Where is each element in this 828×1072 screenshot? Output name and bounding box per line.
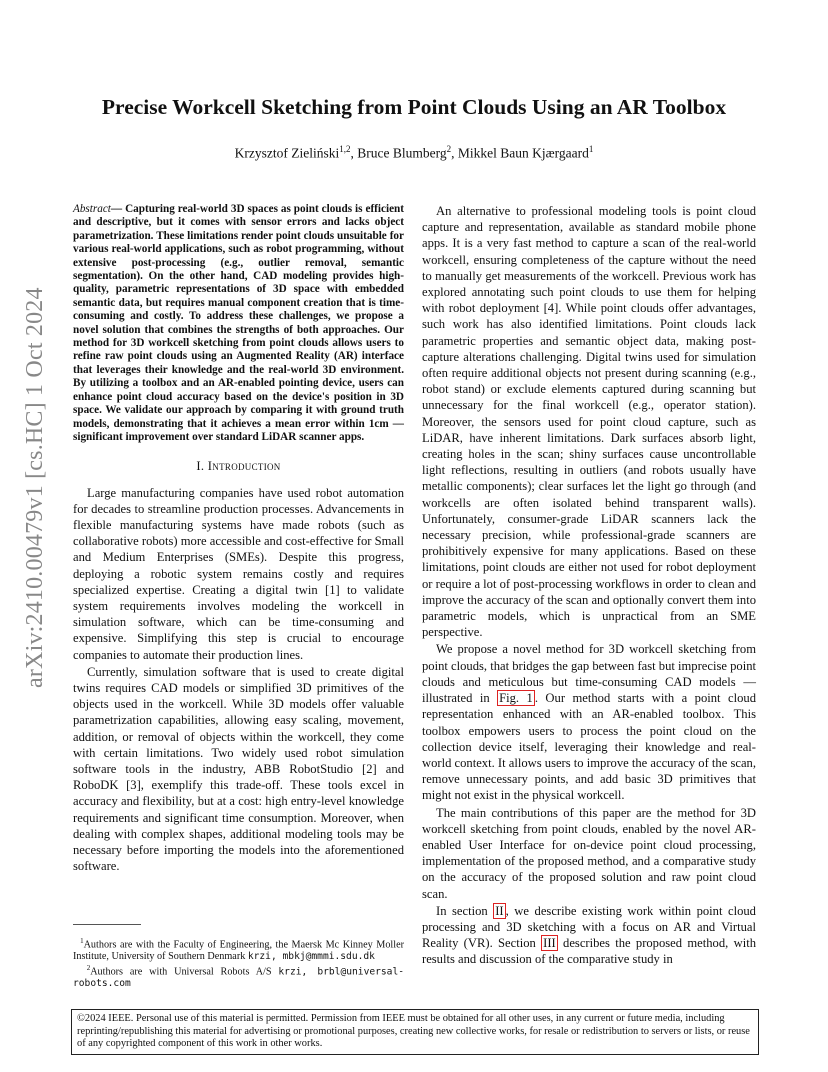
intro-paragraph-1: Large manufacturing companies have used robot automation for decades to streamline production processes. Advancements in flexible manufacturing systems have made robots (such as collaborative robots) more accessible and cost-effective for Small and Medium Enterprises (SMEs). Despite this progress, deploying a robotic system remains costly and requires specialized expertise. Creating a digital twin [1] to validate system requirements involves modeling the workcell in simulation software, which can be time-consuming and expensive. Simplifying this step is crucial to encourage companies to automate their production lines.	[73, 485, 404, 662]
abstract-label: Abstract	[73, 203, 111, 215]
para6-text-c: describes the proposed method, with results and discussion of the comparative study in	[422, 936, 757, 967]
section-3-link[interactable]: III	[543, 936, 556, 951]
author-3-affiliation: 1	[588, 144, 594, 154]
para6-text-b: , we describe existing work within point cloud processing and 3D sketching with a focus on AR and Virtual Reality (VR). Section	[422, 903, 756, 951]
paper-title: Precise Workcell Sketching from Point Clouds Using an AR Toolbox	[101, 95, 727, 119]
intro-paragraph-6	[422, 903, 756, 968]
footnote-1-email[interactable]: krzi, mbkj@mmmi.sdu.dk	[247, 950, 375, 962]
author-2: , Bruce Blumberg	[350, 145, 447, 161]
section-title: Introduction	[207, 459, 281, 474]
section-heading-introduction	[73, 458, 404, 474]
right-column	[422, 203, 756, 969]
author-list	[40, 144, 788, 162]
intro-paragraph-3: An alternative to professional modeling tools is point cloud capture and representation, available as standard mobile phone apps. It is a very fast method to capture a scan of the real-world workcell, ensuring completeness of the capture without the need to manually get measurements of the workcell. Previous work has explored annotating such point clouds to use them for helping with robot deployment [4]. While point clouds offer advantages, such work has also identified limitations. Point clouds lack parametric properties and semantic object data, making post-capture alterations challenging. Digital twins used for simulation often require additional objects not present during scanning (e.g., robot stand) or exclude elements captured during scanning but unnecessary for the final workcell (e.g., operator station). Moreover, the sensors used for point cloud capture, such as LiDAR, have inherent limitations. Dark surfaces absorb light, creating holes in the scan; shiny surfaces cause uncontrollable light reflections, resulting in outliers (and robots usually have metallic components); clear surfaces let the light go through (and workcells are often isolated behind transparent walls). Unfortunately, consumer-grade LiDAR scanners lack the necessary precision, while professional-grade scanners are prohibitively expensive for many applications. Based on these limitations, point clouds are either not used for robot deployment or require a lot of post-processing workflows in order to clean and improve the accuracy of the scan and optionally convert them into parametric models, which is unpractical from an SME perspective.	[422, 204, 756, 640]
footnote-2	[73, 963, 404, 990]
author-1: Krzysztof Zieliński	[234, 145, 340, 161]
para4-text-b: . Our method starts with a point cloud representation enhanced with an AR-enabled toolbox. This toolbox empowers users to process the point cloud on the collection device itself, leveraging their knowledge and real-world context. It allows users to improve the accuracy of the scan, remove unnecessary points, and add basic 3D primitives that might not exist in the physical workcell.	[422, 691, 756, 803]
copyright-notice: ©2024 IEEE. Personal use of this material is permitted. Permission from IEEE must be obtained for all other uses, in any current or future media, including reprinting/republishing this material for advertising or promotional purposes, creating new collective works, for resale or redistribution to servers or lists, or reuse of any copyrighted component of this work in other works.	[71, 1009, 759, 1055]
author-3: , Mikkel Baun Kjærgaard	[451, 145, 589, 161]
figure-1-link[interactable]: Fig. 1	[499, 691, 533, 706]
author-1-affiliation: 1,2	[339, 144, 351, 154]
para4-text-a: We propose a novel method for 3D workcell sketching from point clouds, that bridges the gap between fast but imprecise point clouds and meticulous but time-consuming CAD models — illustrated in	[422, 642, 757, 706]
footnote-2-mark: 2	[86, 963, 91, 972]
section-number: I.	[196, 459, 208, 474]
footnote-2-text: Authors are with Universal Robots A/S	[90, 965, 279, 977]
footnote-1-mark: 1	[80, 937, 84, 945]
left-column	[73, 203, 404, 875]
footnotes	[73, 930, 404, 989]
section-2-link[interactable]: II	[495, 903, 504, 918]
para6-text-a: In section	[436, 903, 494, 918]
abstract-text: — Capturing real-world 3D spaces as point clouds is efficient and descriptive, but it comes with sensor errors and lacks object parametrization. These limitations render point clouds unsuitable for various real-world applications, such as robot programming, without extensive post-processing (e.g., outlier removal, semantic segmentation). On the other hand, CAD modeling provides high-quality, parametric representations of 3D space with embedded semantic data, but requires manual component creation that is time-consuming and costly. To address these challenges, we propose a novel solution that combines the strengths of both approaches. Our method for 3D workcell sketching from point clouds allows users to refine raw point clouds using an Augmented Reality (AR) interface that leverages their knowledge and the real-world 3D environment. By utilizing a toolbox and an AR-enabled pointing device, users can enhance point cloud accuracy based on the device's position in 3D space. We validate our approach by comparing it with ground truth models, demonstrating that it achieves a mean error within 1cm — significant improvement over standard LiDAR scanner apps.	[73, 203, 404, 443]
intro-paragraph-4	[422, 641, 756, 803]
author-2-affiliation: 2	[446, 144, 452, 154]
footnote-2-email[interactable]: krzi, brbl@universal-robots.com	[73, 965, 404, 989]
footnote-1	[73, 936, 404, 963]
intro-paragraph-5: The main contributions of this paper are the method for 3D workcell sketching from point clouds, enabled by the novel AR-enabled User Interface for on-device point cloud processing, implementation of the proposed method, and a comparative study on the accuracy of the proposed solution and raw point cloud scan.	[422, 805, 756, 901]
footnote-rule	[73, 924, 141, 925]
arxiv-identifier-text: arXiv:2410.00479v1 [cs.HC] 1 Oct 2024	[22, 287, 48, 688]
abstract	[73, 203, 404, 444]
intro-paragraph-2: Currently, simulation software that is used to create digital twins requires CAD models or simplified 3D primitives of the objects used in the workcell. While 3D models offer valuable parametrization capabilities, allowing easy scaling, movement, addition, or removal of objects within the workcell, they come with certain limitations. Two widely used robot simulation software tools in the industry, ABB RobotStudio [2] and RoboDK [3], exemplify this trade-off. These tools excel in accuracy and flexibility, but at a cost: high entry-level knowledge requirements and significant time consumption. Moreover, when dealing with complex shapes, additional modeling tools may be necessary before importing the models into the aforementioned software.	[73, 664, 404, 874]
footnote-1-text: Authors are with the Faculty of Engineering, the Maersk Mc Kinney Moller Institute, University of Southern Denmark	[73, 939, 404, 962]
